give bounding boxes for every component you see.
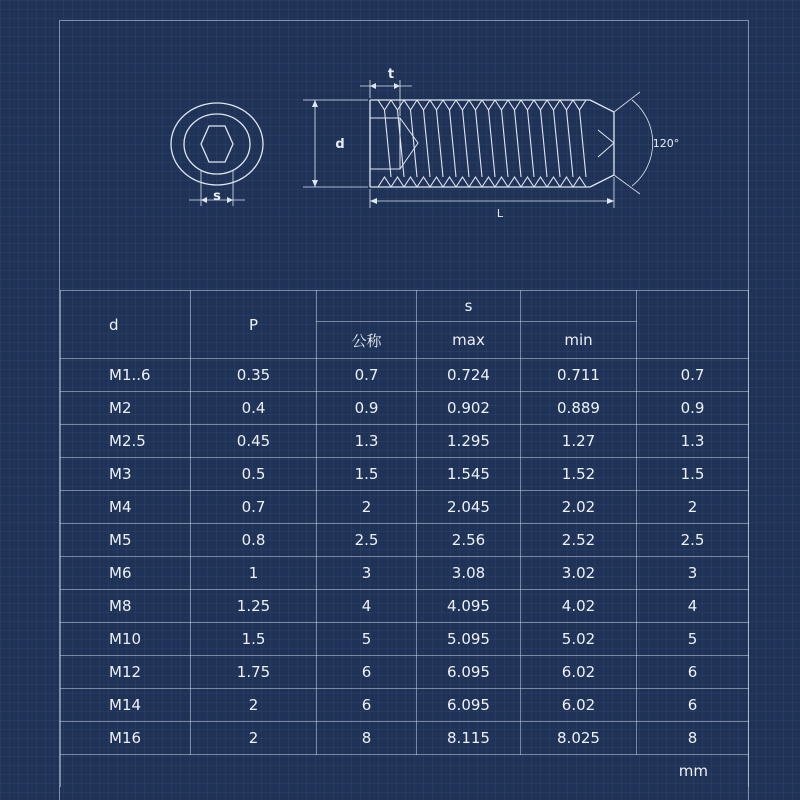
cell-p: 0.5	[191, 458, 317, 491]
cell-t: 0.9	[637, 392, 749, 425]
cell-d: M14	[61, 689, 191, 722]
table-row	[61, 425, 749, 458]
unit-row	[61, 755, 749, 788]
hex-socket-icon	[201, 126, 233, 162]
cell-min: 5.02	[521, 623, 637, 656]
cell-min: 1.52	[521, 458, 637, 491]
cell-nominal: 6	[317, 689, 417, 722]
cell-t: 0.7	[637, 359, 749, 392]
cell-nominal: 2	[317, 491, 417, 524]
cell-p: 0.35	[191, 359, 317, 392]
table-row	[61, 590, 749, 623]
cell-min: 8.025	[521, 722, 637, 755]
cell-nominal: 0.7	[317, 359, 417, 392]
cell-max: 8.115	[417, 722, 521, 755]
label-L: L	[496, 207, 504, 220]
cell-nominal: 0.9	[317, 392, 417, 425]
table-row	[61, 689, 749, 722]
cell-min: 2.52	[521, 524, 637, 557]
cell-d: M12	[61, 656, 191, 689]
cell-nominal: 6	[317, 656, 417, 689]
cell-p: 1.5	[191, 623, 317, 656]
cell-min: 6.02	[521, 689, 637, 722]
cell-max: 1.545	[417, 458, 521, 491]
cell-max: 2.56	[417, 524, 521, 557]
cell-max: 3.08	[417, 557, 521, 590]
cell-min: 6.02	[521, 656, 637, 689]
cell-t: 6	[637, 689, 749, 722]
header-d: d	[61, 291, 191, 359]
cell-p: 1.25	[191, 590, 317, 623]
cell-t: 5	[637, 623, 749, 656]
cell-d: M3	[61, 458, 191, 491]
cell-p: 0.8	[191, 524, 317, 557]
cell-max: 1.295	[417, 425, 521, 458]
cell-min: 2.02	[521, 491, 637, 524]
cell-p: 2	[191, 689, 317, 722]
table-row	[61, 458, 749, 491]
table-row	[61, 722, 749, 755]
cell-p: 2	[191, 722, 317, 755]
cell-max: 0.902	[417, 392, 521, 425]
header-nominal: 公称	[317, 322, 417, 359]
cell-p: 0.45	[191, 425, 317, 458]
cell-nominal: 8	[317, 722, 417, 755]
cell-min: 1.27	[521, 425, 637, 458]
header-t	[637, 291, 749, 359]
cell-nominal: 1.3	[317, 425, 417, 458]
header-row	[61, 291, 749, 322]
table-row	[61, 392, 749, 425]
cell-t: 2	[637, 491, 749, 524]
dimension-lines	[303, 80, 653, 208]
cell-t: 6	[637, 656, 749, 689]
cell-min: 0.711	[521, 359, 637, 392]
cell-t: 1.3	[637, 425, 749, 458]
cell-max: 6.095	[417, 689, 521, 722]
header-p: P	[191, 291, 317, 359]
cell-d: M5	[61, 524, 191, 557]
cell-d: M10	[61, 623, 191, 656]
side-view	[370, 100, 614, 187]
unit-label: mm	[61, 755, 749, 788]
header-blank	[317, 291, 417, 322]
cell-nominal: 4	[317, 590, 417, 623]
cell-t: 3	[637, 557, 749, 590]
cell-max: 0.724	[417, 359, 521, 392]
cell-p: 1.75	[191, 656, 317, 689]
table-row	[61, 557, 749, 590]
cell-d: M1..6	[61, 359, 191, 392]
cell-d: M2	[61, 392, 191, 425]
cell-nominal: 3	[317, 557, 417, 590]
cell-max: 5.095	[417, 623, 521, 656]
header-blank	[521, 291, 637, 322]
table-row	[61, 623, 749, 656]
cell-max: 4.095	[417, 590, 521, 623]
table-row	[61, 491, 749, 524]
header-s: s	[417, 291, 521, 322]
table-row	[61, 359, 749, 392]
header-min: min	[521, 322, 637, 359]
cell-p: 1	[191, 557, 317, 590]
cell-p: 0.4	[191, 392, 317, 425]
cell-d: M2.5	[61, 425, 191, 458]
cell-t: 2.5	[637, 524, 749, 557]
label-t: t	[387, 67, 395, 82]
cell-max: 6.095	[417, 656, 521, 689]
cell-d: M16	[61, 722, 191, 755]
cell-max: 2.045	[417, 491, 521, 524]
spec-table	[60, 290, 749, 787]
technical-drawing	[0, 0, 800, 290]
cell-nominal: 2.5	[317, 524, 417, 557]
cell-nominal: 5	[317, 623, 417, 656]
cell-d: M4	[61, 491, 191, 524]
set-screw-drawing	[0, 0, 800, 290]
cell-min: 3.02	[521, 557, 637, 590]
cell-p: 0.7	[191, 491, 317, 524]
label-s: s	[213, 189, 221, 204]
cell-nominal: 1.5	[317, 458, 417, 491]
cell-t: 1.5	[637, 458, 749, 491]
cell-d: M6	[61, 557, 191, 590]
header-max: max	[417, 322, 521, 359]
table-row	[61, 524, 749, 557]
cell-d: M8	[61, 590, 191, 623]
label-angle: 120°	[652, 137, 680, 150]
cell-t: 4	[637, 590, 749, 623]
table-row	[61, 656, 749, 689]
cell-min: 4.02	[521, 590, 637, 623]
cell-t: 8	[637, 722, 749, 755]
cell-min: 0.889	[521, 392, 637, 425]
label-d: d	[335, 137, 345, 152]
